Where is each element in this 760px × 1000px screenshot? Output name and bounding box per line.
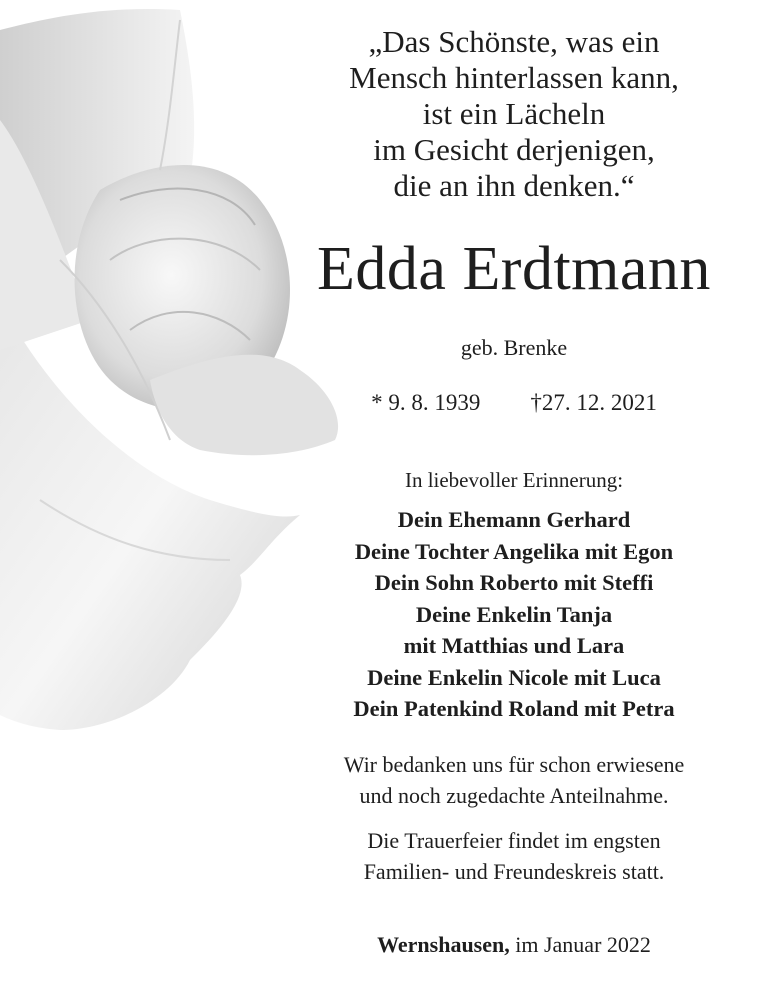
mourner-line: Deine Enkelin Tanja [415, 601, 613, 627]
maiden-name: geb. Brenke [460, 335, 568, 360]
obituary-content [296, 0, 732, 959]
thanks-line: Wir bedanken uns für schon erwiesene [343, 751, 685, 777]
mourner-line: Dein Sohn Roberto mit Steffi [374, 570, 654, 595]
life-dates [296, 388, 732, 418]
deceased-name: Edda Erdtmann [317, 235, 711, 303]
birth-date: * 9. 8. 1939 [371, 390, 481, 415]
quote-line: ist ein Lächeln [422, 96, 606, 131]
mourner-line: Dein Ehemann Gerhard [397, 507, 631, 532]
service-line: Die Trauerfeier findet im engsten [367, 827, 661, 853]
quote-line: im Gesicht derjenigen, [373, 132, 655, 167]
service-note [296, 825, 732, 887]
mourner-line: mit Matthias und Lara [403, 633, 625, 658]
place-and-date [296, 931, 732, 959]
remembrance-intro: In liebevoller Erinnerung: [404, 468, 624, 492]
quote-line: die an ihn denken.“ [393, 168, 635, 203]
memorial-quote [296, 24, 732, 204]
mourner-list [296, 504, 732, 725]
mourner-line: Deine Tochter Angelika mit Egon [354, 538, 674, 564]
quote-line: Mensch hinterlassen kann, [349, 60, 679, 95]
service-line: Familien- und Freundeskreis statt. [363, 858, 665, 884]
mourner-line: Deine Enkelin Nicole mit Luca [367, 664, 661, 690]
thanks-note [296, 749, 732, 811]
quote-line: „Das Schönste, was ein [368, 24, 660, 59]
place-name: Wernshausen, [377, 931, 510, 957]
publication-date: im Januar 2022 [515, 931, 651, 957]
thanks-line: und noch zugedachte Anteilnahme. [359, 782, 669, 808]
mourner-line: Dein Patenkind Roland mit Petra [353, 696, 675, 721]
death-date: †27. 12. 2021 [530, 390, 657, 415]
